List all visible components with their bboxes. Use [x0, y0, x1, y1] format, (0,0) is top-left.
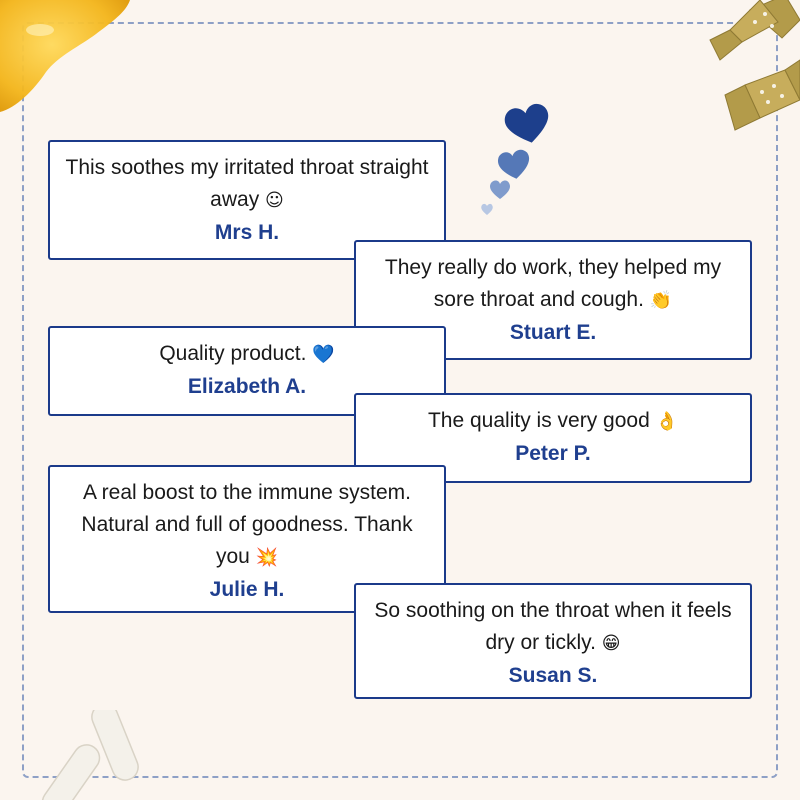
candy-icon	[690, 0, 800, 150]
honey-drip-icon	[0, 0, 150, 120]
capsule-icon	[40, 710, 160, 800]
review-author: Elizabeth A.	[187, 375, 307, 398]
review-text: A real boost to the immune system. Natural and full of goodness. Thank you 💥	[81, 481, 413, 568]
emoji-icon: ☺	[265, 190, 284, 211]
emoji-icon: 😁	[601, 633, 621, 654]
emoji-icon: 👏	[649, 290, 673, 311]
review-text: So soothing on the throat when it feels dry or tickly. 😁	[374, 599, 732, 654]
review-author: Mrs H.	[214, 221, 280, 244]
review-text: This soothes my irritated throat straight away ☺	[65, 156, 429, 211]
review-author: Peter P.	[515, 442, 591, 465]
review-text: The quality is very good 👌	[427, 409, 679, 432]
review-author: Stuart E.	[509, 321, 597, 344]
emoji-icon: 👌	[655, 411, 679, 432]
review-card	[354, 583, 752, 699]
review-text: Quality product. 💙	[159, 342, 335, 365]
emoji-icon: 💥	[255, 547, 279, 568]
review-text: They really do work, they helped my sore throat and cough. 👏	[384, 256, 722, 311]
heart-icon	[470, 95, 560, 225]
emoji-icon: 💙	[312, 344, 335, 365]
review-author: Julie H.	[209, 578, 285, 601]
review-author: Susan S.	[508, 664, 598, 687]
